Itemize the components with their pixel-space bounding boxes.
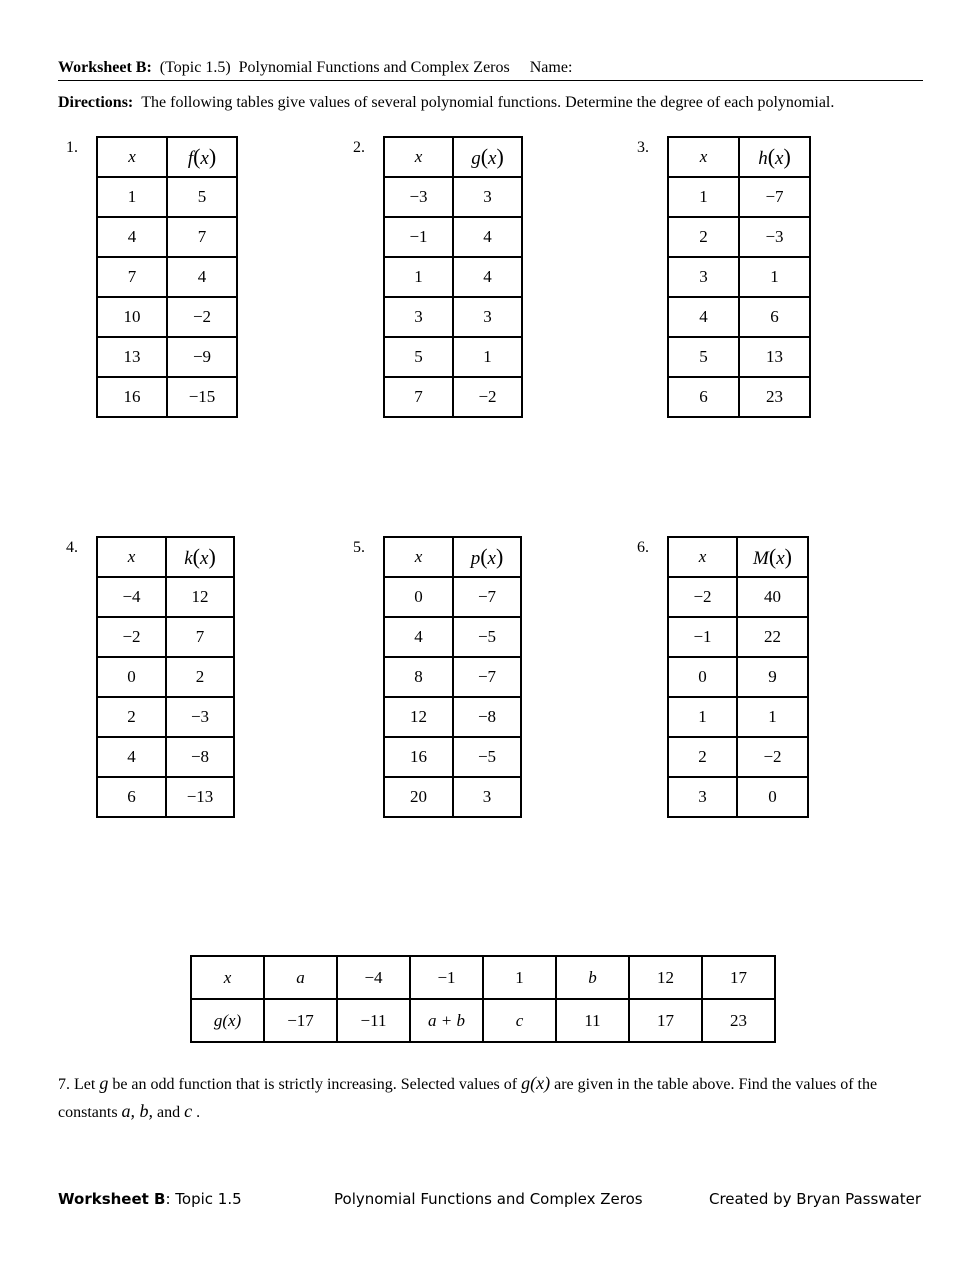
table-cell: −15 <box>167 377 237 417</box>
table-cell: 5 <box>167 177 237 217</box>
table-cell: 0 <box>97 657 166 697</box>
problem-number: 4. <box>66 539 78 556</box>
table-cell: 3 <box>453 177 522 217</box>
table-cell: 13 <box>739 337 810 377</box>
table-cell: 7 <box>167 217 237 257</box>
function-name: p <box>470 548 481 569</box>
table-cell: −17 <box>264 999 337 1042</box>
table-cell: −1 <box>410 956 483 999</box>
table-cell: −5 <box>453 737 521 777</box>
table-cell: 1 <box>384 257 453 297</box>
function-table-2 <box>383 136 523 418</box>
table-cell: 3 <box>453 777 521 817</box>
table-cell: −2 <box>668 577 737 617</box>
table-cell: 10 <box>97 297 167 337</box>
problem-number: 2. <box>353 139 365 156</box>
q7-number: 7. Let <box>58 1076 96 1093</box>
header-x: x <box>384 537 453 577</box>
table-row <box>384 297 522 337</box>
table-cell: −1 <box>384 217 453 257</box>
table-cell: 2 <box>166 657 234 697</box>
table-row <box>384 177 522 217</box>
table-cell: 1 <box>739 257 810 297</box>
table-header-row <box>97 137 237 177</box>
function-table-4 <box>96 536 235 818</box>
footer-center: Polynomial Functions and Complex Zeros <box>334 1190 643 1208</box>
q7-constants: a, b, <box>121 1101 154 1121</box>
table-row <box>668 657 808 697</box>
header-function: p(x) <box>453 537 521 577</box>
header-function: M(x) <box>737 537 808 577</box>
table-cell: 3 <box>668 777 737 817</box>
table-cell: 8 <box>384 657 453 697</box>
function-name: f <box>187 148 194 169</box>
table-cell: −3 <box>739 217 810 257</box>
table-cell: 12 <box>166 577 234 617</box>
table-row <box>97 257 237 297</box>
table-row <box>668 217 810 257</box>
table-header-row <box>384 537 521 577</box>
table-cell: 7 <box>97 257 167 297</box>
worksheet-title: Polynomial Functions and Complex Zeros <box>238 59 510 76</box>
table-row <box>97 617 234 657</box>
header-x: x <box>97 537 166 577</box>
problem-number: 1. <box>66 139 78 156</box>
table-row <box>668 737 808 777</box>
table-cell: −8 <box>166 737 234 777</box>
table-row <box>384 337 522 377</box>
problem-number: 3. <box>637 139 649 156</box>
function-table-5 <box>383 536 522 818</box>
table-cell: 0 <box>737 777 808 817</box>
table-cell: 12 <box>384 697 453 737</box>
problem-number: 6. <box>637 539 649 556</box>
header-function: f(x) <box>167 137 237 177</box>
footer-worksheet-label: Worksheet B <box>58 1190 166 1208</box>
directions-text: The following tables give values of several polynomial functions. Determine the degree of each polynomial. <box>141 94 835 111</box>
table-cell: 3 <box>384 297 453 337</box>
table-cell: −3 <box>166 697 234 737</box>
table-cell: 4 <box>167 257 237 297</box>
table-row <box>384 577 521 617</box>
problem-number: 5. <box>353 539 365 556</box>
table-cell: 17 <box>702 956 775 999</box>
q7-c: c <box>184 1101 193 1121</box>
table-header-row <box>384 137 522 177</box>
table-cell: −2 <box>167 297 237 337</box>
table-cell: 11 <box>556 999 629 1042</box>
table-cell: 40 <box>737 577 808 617</box>
directions-label: Directions: <box>58 94 134 111</box>
table-cell: 6 <box>97 777 166 817</box>
q7-part2: are given in the table above. Find the values of the constants <box>58 1076 878 1121</box>
q7-part1: be an odd function that is strictly increasing. Selected values of <box>112 1076 518 1093</box>
table-cell: 6 <box>739 297 810 337</box>
table-cell: −13 <box>166 777 234 817</box>
table-cell: g(x) <box>191 999 264 1042</box>
table-row <box>97 577 234 617</box>
table-cell: 3 <box>453 297 522 337</box>
table-row <box>668 337 810 377</box>
table-header-row <box>97 537 234 577</box>
table-cell: 3 <box>668 257 739 297</box>
table-cell: −5 <box>453 617 521 657</box>
table-cell: −8 <box>453 697 521 737</box>
table-cell: 6 <box>668 377 739 417</box>
table-row <box>668 577 808 617</box>
table-cell: −7 <box>453 577 521 617</box>
table-cell: 7 <box>166 617 234 657</box>
q7-and: and <box>157 1104 181 1121</box>
table-row <box>384 657 521 697</box>
table-cell: 2 <box>97 697 166 737</box>
table-row <box>668 697 808 737</box>
footer-right: Created by Bryan Passwater <box>709 1190 922 1208</box>
table-cell: 16 <box>384 737 453 777</box>
table-cell: 4 <box>97 737 166 777</box>
table-row <box>668 297 810 337</box>
table-cell: 13 <box>97 337 167 377</box>
directions <box>58 94 834 112</box>
odd-function-table <box>190 955 776 1043</box>
table-cell: 4 <box>384 617 453 657</box>
table-cell: 1 <box>453 337 522 377</box>
table-cell: 4 <box>453 257 522 297</box>
table-row <box>97 217 237 257</box>
table-cell: 0 <box>384 577 453 617</box>
table-row <box>97 177 237 217</box>
table-cell: a + b <box>410 999 483 1042</box>
table-row <box>384 377 522 417</box>
table-row-gx <box>191 999 775 1042</box>
table-cell: 23 <box>702 999 775 1042</box>
table-cell: −2 <box>453 377 522 417</box>
table-row <box>384 257 522 297</box>
table-cell: x <box>191 956 264 999</box>
table-cell: −2 <box>97 617 166 657</box>
table-cell: 22 <box>737 617 808 657</box>
table-cell: 17 <box>629 999 702 1042</box>
header-function: h(x) <box>739 137 810 177</box>
table-cell: −9 <box>167 337 237 377</box>
table-cell: c <box>483 999 556 1042</box>
table-row <box>384 617 521 657</box>
table-cell: −3 <box>384 177 453 217</box>
table-cell: −4 <box>97 577 166 617</box>
header-x: x <box>668 137 739 177</box>
table-cell: 1 <box>483 956 556 999</box>
table-cell: 5 <box>668 337 739 377</box>
topic-label: (Topic 1.5) <box>159 59 231 76</box>
footer-topic: : Topic 1.5 <box>165 1190 242 1208</box>
table-row <box>668 377 810 417</box>
table-cell: −2 <box>737 737 808 777</box>
table-header-row <box>668 137 810 177</box>
worksheet-label: Worksheet B: <box>58 59 152 76</box>
table-cell: 1 <box>737 697 808 737</box>
footer-left <box>58 1190 242 1208</box>
table-row <box>97 777 234 817</box>
table-row <box>97 377 237 417</box>
worksheet-header <box>58 59 572 77</box>
table-cell: b <box>556 956 629 999</box>
header-x: x <box>97 137 167 177</box>
table-cell: 0 <box>668 657 737 697</box>
function-name: h <box>758 148 768 169</box>
table-header-row <box>668 537 808 577</box>
table-row <box>97 297 237 337</box>
table-row <box>384 777 521 817</box>
table-cell: 4 <box>668 297 739 337</box>
table-row <box>668 617 808 657</box>
table-cell: 4 <box>97 217 167 257</box>
header-function: k(x) <box>166 537 234 577</box>
table-row <box>97 657 234 697</box>
header-rule <box>58 80 923 81</box>
header-x: x <box>384 137 453 177</box>
q7-g: g <box>99 1073 109 1093</box>
question-7 <box>58 1070 928 1126</box>
table-row <box>384 217 522 257</box>
function-table-3 <box>667 136 811 418</box>
function-name: k <box>184 548 193 569</box>
table-row <box>668 177 810 217</box>
table-row <box>384 737 521 777</box>
table-row <box>668 257 810 297</box>
table-cell: −7 <box>739 177 810 217</box>
table-cell: 12 <box>629 956 702 999</box>
table-cell: −7 <box>453 657 521 697</box>
table-cell: −11 <box>337 999 410 1042</box>
table-row <box>384 697 521 737</box>
table-cell: 1 <box>668 697 737 737</box>
table-cell: 7 <box>384 377 453 417</box>
function-table-6 <box>667 536 809 818</box>
table-cell: 16 <box>97 377 167 417</box>
table-cell: 1 <box>668 177 739 217</box>
table-cell: 1 <box>97 177 167 217</box>
function-table-1 <box>96 136 238 418</box>
table-row <box>97 337 237 377</box>
table-cell: 5 <box>384 337 453 377</box>
table-cell: 9 <box>737 657 808 697</box>
q7-end: . <box>196 1104 201 1121</box>
table-row <box>97 697 234 737</box>
table-cell: 20 <box>384 777 453 817</box>
header-x: x <box>668 537 737 577</box>
function-name: g <box>471 148 481 169</box>
function-name: M <box>753 548 769 569</box>
name-label: Name: <box>529 59 573 76</box>
table-cell: 2 <box>668 217 739 257</box>
table-row <box>668 777 808 817</box>
table-row-x <box>191 956 775 999</box>
q7-gx: g(x) <box>521 1073 551 1093</box>
header-function: g(x) <box>453 137 522 177</box>
table-cell: 2 <box>668 737 737 777</box>
table-cell: 4 <box>453 217 522 257</box>
table-cell: −1 <box>668 617 737 657</box>
table-row <box>97 737 234 777</box>
table-cell: a <box>264 956 337 999</box>
table-cell: 23 <box>739 377 810 417</box>
table-cell: −4 <box>337 956 410 999</box>
